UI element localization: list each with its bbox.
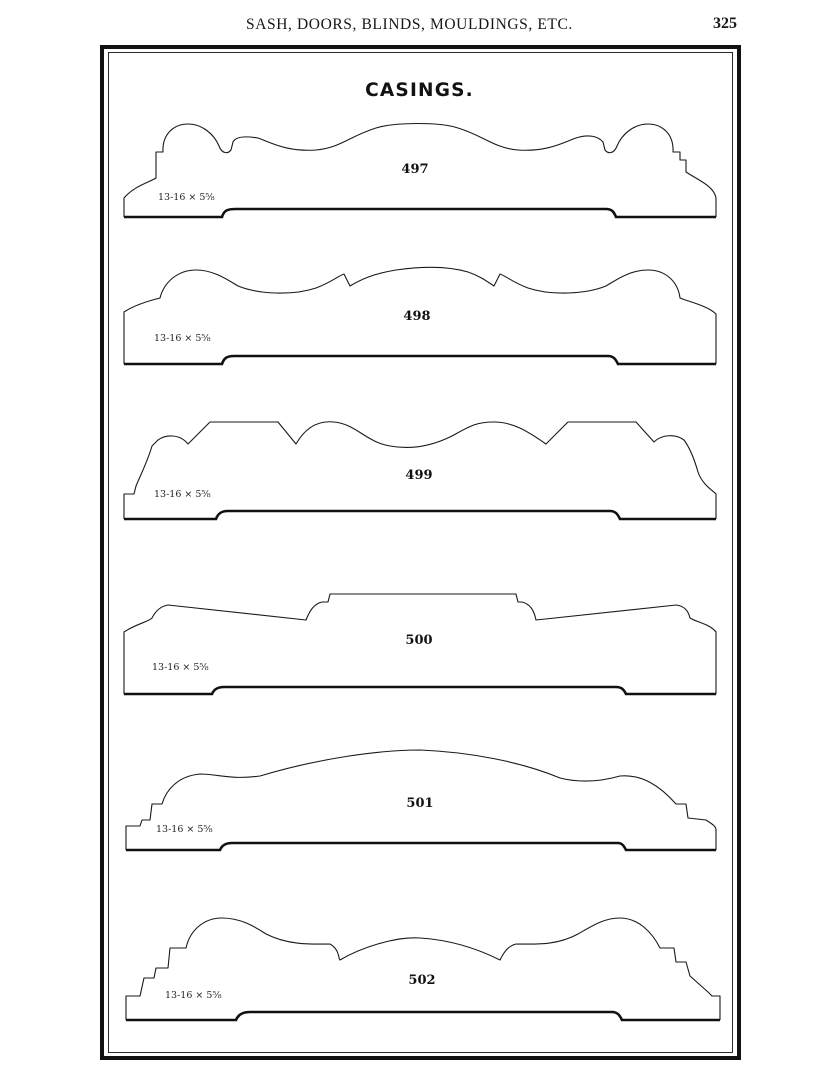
casing-500-base xyxy=(124,687,716,694)
casing-501-size: 13-16 × 5⅝ xyxy=(156,824,213,835)
casing-497-number: 497 xyxy=(401,162,429,177)
casing-500-size: 13-16 × 5⅝ xyxy=(152,662,209,673)
casing-498-base xyxy=(124,356,716,364)
casing-502-size: 13-16 × 5⅝ xyxy=(165,990,222,1001)
casing-499-base xyxy=(124,511,716,519)
casing-502-number: 502 xyxy=(408,973,436,988)
casing-501-base xyxy=(126,843,716,850)
running-title: SASH, DOORS, BLINDS, MOULDINGS, ETC. xyxy=(246,16,573,33)
plate-title-text: CASINGS. xyxy=(365,80,474,101)
page-number: 325 xyxy=(713,15,737,32)
casing-501-number: 501 xyxy=(406,796,434,811)
casing-502-profile xyxy=(126,918,720,1020)
casing-502-top-profile xyxy=(126,918,720,1020)
casing-498-size: 13-16 × 5⅝ xyxy=(154,333,211,344)
casing-497-base xyxy=(124,209,716,217)
casing-500-number: 500 xyxy=(405,633,433,648)
casing-499-number: 499 xyxy=(405,468,433,483)
casing-497-size: 13-16 × 5⅝ xyxy=(158,192,215,203)
casing-498-number: 498 xyxy=(403,309,431,324)
casing-499-size: 13-16 × 5⅝ xyxy=(154,489,211,500)
casing-502-base xyxy=(126,1012,720,1020)
